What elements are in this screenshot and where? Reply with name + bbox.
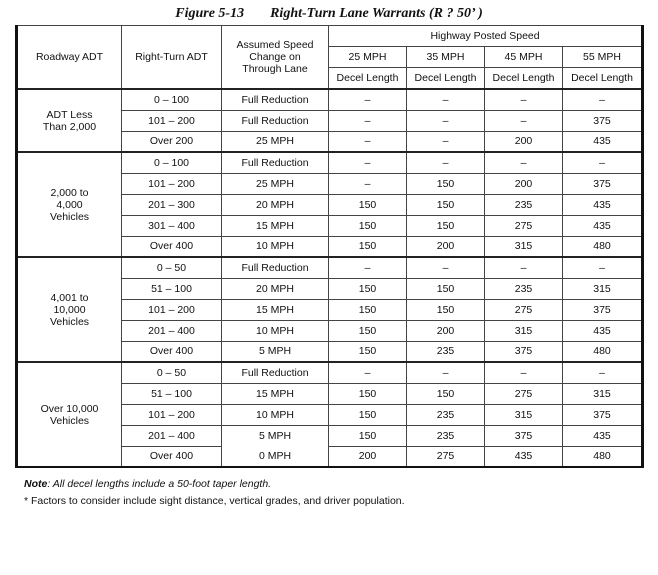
decel-length-cell: 200 xyxy=(329,446,407,467)
speed-change-cell: 15 MPH xyxy=(222,384,329,405)
decel-length-cell: 435 xyxy=(563,131,643,152)
header-roadway-adt: Roadway ADT xyxy=(17,26,122,90)
decel-length-cell: – xyxy=(329,89,407,110)
decel-length-cell: 235 xyxy=(407,425,485,446)
decel-length-cell: 375 xyxy=(563,299,643,320)
decel-length-cell: – xyxy=(563,257,643,278)
decel-length-cell: – xyxy=(485,362,563,383)
header-assumed-speed-change: Assumed Speed Change on Through Lane xyxy=(222,26,329,90)
header-speed: 25 MPH xyxy=(329,47,407,68)
decel-length-cell: 435 xyxy=(563,320,643,341)
speed-change-cell: 15 MPH xyxy=(222,299,329,320)
note-text: : All decel lengths include a 50-foot taper length. xyxy=(47,478,272,490)
header-decel-length: Decel Length xyxy=(407,68,485,90)
speed-change-cell: 25 MPH xyxy=(222,174,329,195)
decel-length-cell: – xyxy=(563,89,643,110)
right-turn-adt-cell: 301 – 400 xyxy=(122,215,222,236)
decel-length-cell: – xyxy=(563,362,643,383)
decel-length-cell: 435 xyxy=(485,446,563,467)
table-body xyxy=(17,89,643,467)
decel-length-cell: 200 xyxy=(407,236,485,257)
decel-length-cell: – xyxy=(407,152,485,173)
figure-title xyxy=(0,6,658,22)
decel-length-cell: 315 xyxy=(485,320,563,341)
table-row xyxy=(17,89,643,110)
speed-change-cell: 15 MPH xyxy=(222,215,329,236)
decel-length-cell: 150 xyxy=(329,299,407,320)
roadway-adt-cell: 2,000 to 4,000 Vehicles xyxy=(17,152,122,257)
speed-change-cell: 5 MPH xyxy=(222,425,329,446)
roadway-adt-cell: ADT Less Than 2,000 xyxy=(17,89,122,152)
note xyxy=(24,478,271,490)
decel-length-cell: – xyxy=(407,257,485,278)
header-speed: 45 MPH xyxy=(485,47,563,68)
decel-length-cell: 315 xyxy=(563,279,643,300)
right-turn-adt-cell: 201 – 400 xyxy=(122,320,222,341)
note-label: Note xyxy=(24,478,48,490)
decel-length-cell: 200 xyxy=(485,174,563,195)
decel-length-cell: – xyxy=(485,257,563,278)
header-speed: 35 MPH xyxy=(407,47,485,68)
decel-length-cell: 150 xyxy=(329,194,407,215)
decel-length-cell: 275 xyxy=(485,299,563,320)
right-turn-adt-cell: 51 – 100 xyxy=(122,384,222,405)
decel-length-cell: 275 xyxy=(407,446,485,467)
figure-caption: Right-Turn Lane Warrants (R ? 50’ ) xyxy=(270,6,483,21)
decel-length-cell: 150 xyxy=(329,215,407,236)
decel-length-cell: 200 xyxy=(407,320,485,341)
decel-length-cell: 275 xyxy=(485,215,563,236)
header-decel-length: Decel Length xyxy=(485,68,563,90)
decel-length-cell: – xyxy=(485,89,563,110)
header-speed: 55 MPH xyxy=(563,47,643,68)
decel-length-cell: 375 xyxy=(563,110,643,131)
decel-length-cell: 150 xyxy=(329,384,407,405)
decel-length-cell: 150 xyxy=(329,341,407,362)
right-turn-adt-cell: Over 400 xyxy=(122,236,222,257)
decel-length-cell: – xyxy=(329,110,407,131)
right-turn-adt-cell: Over 400 xyxy=(122,446,222,467)
header-right-turn-adt: Right-Turn ADT xyxy=(122,26,222,90)
decel-length-cell: 315 xyxy=(563,384,643,405)
decel-length-cell: 375 xyxy=(485,341,563,362)
decel-length-cell: 150 xyxy=(407,174,485,195)
decel-length-cell: 235 xyxy=(407,341,485,362)
roadway-adt-cell: Over 10,000 Vehicles xyxy=(17,362,122,467)
figure-number: Figure 5-13 xyxy=(175,6,245,21)
decel-length-cell: 315 xyxy=(485,236,563,257)
decel-length-cell: 235 xyxy=(485,279,563,300)
decel-length-cell: 375 xyxy=(563,404,643,425)
decel-length-cell: 275 xyxy=(485,384,563,405)
speed-change-cell: Full Reduction xyxy=(222,257,329,278)
right-turn-adt-cell: 0 – 100 xyxy=(122,89,222,110)
speed-change-cell: 10 MPH xyxy=(222,236,329,257)
right-turn-adt-cell: 0 – 100 xyxy=(122,152,222,173)
speed-change-cell: 20 MPH xyxy=(222,279,329,300)
decel-length-cell: – xyxy=(329,152,407,173)
decel-length-cell: – xyxy=(407,89,485,110)
right-turn-adt-cell: Over 200 xyxy=(122,131,222,152)
decel-length-cell: 150 xyxy=(329,279,407,300)
header-decel-length: Decel Length xyxy=(563,68,643,90)
decel-length-cell: 435 xyxy=(563,215,643,236)
decel-length-cell: 375 xyxy=(485,425,563,446)
header-highway-posted-speed: Highway Posted Speed xyxy=(329,26,643,47)
header-row xyxy=(17,26,643,47)
decel-length-cell: 150 xyxy=(329,404,407,425)
decel-length-cell: 235 xyxy=(485,194,563,215)
decel-length-cell: – xyxy=(407,131,485,152)
speed-change-cell: 0 MPH xyxy=(222,446,329,467)
right-turn-adt-cell: 101 – 200 xyxy=(122,174,222,195)
right-turn-adt-cell: 0 – 50 xyxy=(122,257,222,278)
decel-length-cell: 150 xyxy=(407,215,485,236)
decel-length-cell: 435 xyxy=(563,425,643,446)
speed-change-cell: 5 MPH xyxy=(222,341,329,362)
table-row xyxy=(17,362,643,383)
right-turn-adt-cell: 201 – 300 xyxy=(122,194,222,215)
right-turn-adt-cell: Over 400 xyxy=(122,341,222,362)
decel-length-cell: 235 xyxy=(407,404,485,425)
decel-length-cell: – xyxy=(329,257,407,278)
decel-length-cell: – xyxy=(407,362,485,383)
right-turn-adt-cell: 0 – 50 xyxy=(122,362,222,383)
decel-length-cell: – xyxy=(485,110,563,131)
speed-change-cell: 25 MPH xyxy=(222,131,329,152)
decel-length-cell: 150 xyxy=(407,279,485,300)
decel-length-cell: – xyxy=(485,152,563,173)
decel-length-cell: 315 xyxy=(485,404,563,425)
speed-change-cell: Full Reduction xyxy=(222,152,329,173)
decel-length-cell: 375 xyxy=(563,174,643,195)
right-turn-adt-cell: 101 – 200 xyxy=(122,404,222,425)
speed-change-cell: Full Reduction xyxy=(222,362,329,383)
decel-length-cell: 150 xyxy=(329,425,407,446)
decel-length-cell: 150 xyxy=(407,194,485,215)
right-turn-adt-cell: 101 – 200 xyxy=(122,299,222,320)
right-turn-lane-warrants-table xyxy=(15,25,644,468)
decel-length-cell: 480 xyxy=(563,236,643,257)
speed-change-cell: 10 MPH xyxy=(222,320,329,341)
table-row xyxy=(17,257,643,278)
decel-length-cell: – xyxy=(329,131,407,152)
decel-length-cell: 150 xyxy=(329,320,407,341)
right-turn-adt-cell: 201 – 400 xyxy=(122,425,222,446)
decel-length-cell: 480 xyxy=(563,446,643,467)
decel-length-cell: 150 xyxy=(329,236,407,257)
decel-length-cell: 150 xyxy=(407,384,485,405)
speed-change-cell: 10 MPH xyxy=(222,404,329,425)
decel-length-cell: – xyxy=(563,152,643,173)
header-decel-length: Decel Length xyxy=(329,68,407,90)
right-turn-adt-cell: 51 – 100 xyxy=(122,279,222,300)
decel-length-cell: – xyxy=(329,362,407,383)
footnote: * Factors to consider include sight distance, vertical grades, and driver population. xyxy=(24,495,405,507)
decel-length-cell: – xyxy=(407,110,485,131)
speed-change-cell: 20 MPH xyxy=(222,194,329,215)
speed-change-cell: Full Reduction xyxy=(222,89,329,110)
decel-length-cell: 200 xyxy=(485,131,563,152)
decel-length-cell: 150 xyxy=(407,299,485,320)
speed-change-cell: Full Reduction xyxy=(222,110,329,131)
right-turn-adt-cell: 101 – 200 xyxy=(122,110,222,131)
table-row xyxy=(17,152,643,173)
decel-length-cell: 435 xyxy=(563,194,643,215)
decel-length-cell: – xyxy=(329,174,407,195)
decel-length-cell: 480 xyxy=(563,341,643,362)
roadway-adt-cell: 4,001 to 10,000 Vehicles xyxy=(17,257,122,362)
